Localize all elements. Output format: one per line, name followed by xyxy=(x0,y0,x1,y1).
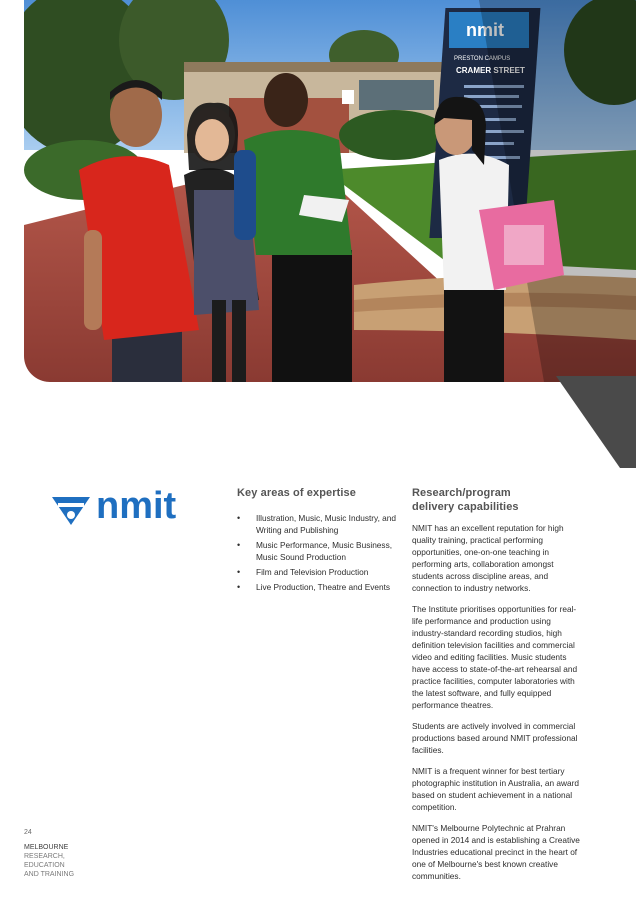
bullet-icon: • xyxy=(237,567,241,577)
research-paragraph: The Institute prioritises opportunities for real-life performance and production using industry-standard recording studios, high definition television facilities and commercial video and editing facilities. Music students have access to state-of-the-art rehearsal and practice facilities, computer laboratories with the latest software, and fully equipped performance theatres. xyxy=(412,604,578,710)
research-heading xyxy=(412,486,582,514)
expertise-heading: Key areas of expertise xyxy=(237,487,356,499)
list-item-text: Film and Television Production xyxy=(256,567,369,577)
footer-brand xyxy=(24,843,74,879)
sign-campus: PRESTON CAMPUS xyxy=(454,56,511,62)
bullet-icon: • xyxy=(237,582,241,592)
list-item-text: Live Production, Theatre and Events xyxy=(256,582,391,592)
list-item-text: Music Performance, Music Business, Music Sound Production xyxy=(256,540,393,562)
nmit-logo xyxy=(52,485,198,527)
research-paragraph: Students are actively involved in commercial productions based around NMIT professional facilities. xyxy=(412,721,578,755)
campus-students-illustration xyxy=(24,0,636,382)
research-section xyxy=(412,486,582,891)
page-number: 24 xyxy=(24,829,32,836)
research-heading-line1: Research/program xyxy=(412,487,511,499)
bullet-icon: • xyxy=(237,513,241,523)
bullet-icon: • xyxy=(237,540,241,550)
research-paragraph: NMIT is a frequent winner for best tertiary photographic institution in Australia, an award based on student achievement in a national competition. xyxy=(412,766,579,812)
research-paragraph: NMIT's Melbourne Polytechnic at Prahran opened in 2014 and is establishing a Creative Industries educational precinct in the heart of one of Melbourne's best known creative communities. xyxy=(412,823,580,881)
research-paragraph: NMIT has an excellent reputation for high quality training, practical performing opportunities, one-on-one teaching in performing arts, collaboration amongst students across discipline areas, and connection to industry networks. xyxy=(412,523,564,593)
footer-brand-line1: MELBOURNE xyxy=(24,844,69,851)
logo-emblem-icon xyxy=(52,497,90,525)
footer-brand-line2: RESEARCH, xyxy=(24,853,65,860)
sign-street: CRAMER STREET xyxy=(456,66,525,75)
list-item-text: Illustration, Music, Music Industry, and Writing and Publishing xyxy=(256,513,397,535)
list-item xyxy=(237,539,397,563)
list-item xyxy=(237,566,397,578)
corner-wedge xyxy=(556,376,636,468)
sign-brand: nmit xyxy=(466,20,504,40)
list-item xyxy=(237,512,397,536)
research-heading-line2: delivery capabilities xyxy=(412,501,519,513)
list-item xyxy=(237,581,397,593)
expertise-section xyxy=(237,486,397,596)
footer-brand-line4: AND TRAINING xyxy=(24,871,75,878)
footer-brand-line3: EDUCATION xyxy=(24,862,65,869)
hero-photo xyxy=(24,0,636,382)
expertise-list xyxy=(237,512,397,593)
logo-wordmark: nmit xyxy=(96,485,177,527)
